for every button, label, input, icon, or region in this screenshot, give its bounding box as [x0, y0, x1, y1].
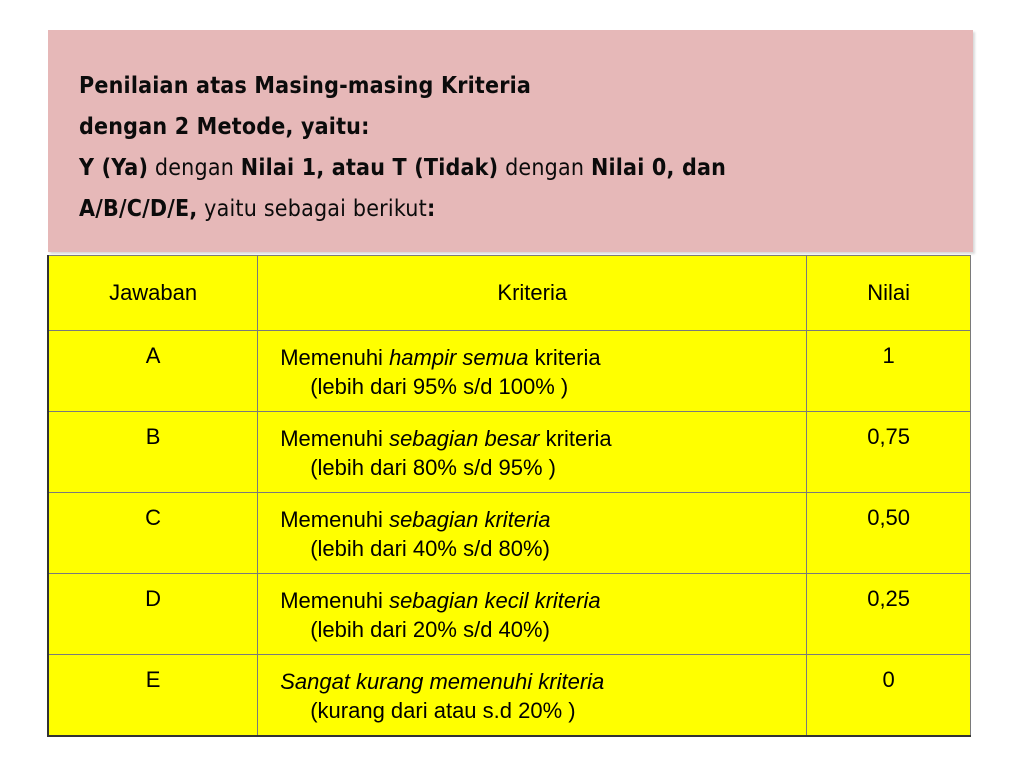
criteria-text: Memenuhi	[280, 507, 390, 532]
criteria-cell	[258, 412, 807, 493]
title-ya-label: Y (Ya)	[79, 155, 149, 181]
criteria-emphasis: sebagian kecil kriteria	[389, 588, 601, 613]
criteria-text: Memenuhi	[280, 426, 390, 451]
criteria-text-end: kriteria	[528, 345, 601, 370]
title-line-2-text: dengan 2 Metode, yaitu:	[79, 114, 370, 140]
header-nilai: Nilai	[807, 256, 971, 331]
value-cell: 0	[807, 655, 971, 736]
title-nilai-1-label: Nilai 1, atau T (Tidak)	[240, 155, 499, 181]
criteria-cell	[258, 655, 807, 736]
table-row	[48, 574, 971, 655]
grade-cell: D	[48, 574, 258, 655]
value-cell: 0,50	[807, 493, 971, 574]
title-grades-label: A/B/C/D/E,	[79, 196, 198, 222]
criteria-text: Memenuhi	[280, 588, 390, 613]
criteria-range: (lebih dari 80% s/d 95% )	[310, 455, 557, 480]
table-row	[48, 331, 971, 412]
criteria-table	[47, 255, 971, 737]
table-header-row	[48, 256, 971, 331]
title-suffix: yaitu sebagai berikut	[197, 196, 427, 222]
table-row	[48, 655, 971, 736]
criteria-range: (lebih dari 40% s/d 80%)	[310, 536, 550, 561]
title-line-1-text: Penilaian atas Masing-masing Kriteria	[79, 73, 532, 99]
title-line-3	[79, 148, 949, 189]
criteria-emphasis: hampir semua	[389, 345, 529, 370]
title-connector-2: dengan	[498, 155, 591, 181]
title-nilai-0-label: Nilai 0, dan	[590, 155, 727, 181]
title-line-4	[79, 189, 949, 230]
criteria-emphasis: Sangat kurang memenuhi kriteria	[280, 669, 605, 694]
grade-cell: A	[48, 331, 258, 412]
criteria-range: (kurang dari atau s.d 20% )	[310, 698, 576, 723]
criteria-text-end: kriteria	[539, 426, 612, 451]
title-colon: :	[426, 196, 436, 222]
grade-cell: B	[48, 412, 258, 493]
criteria-range: (lebih dari 95% s/d 100% )	[310, 374, 569, 399]
header-kriteria: Kriteria	[258, 256, 807, 331]
criteria-emphasis: sebagian besar	[389, 426, 540, 451]
criteria-text: Memenuhi	[280, 345, 390, 370]
criteria-range: (lebih dari 20% s/d 40%)	[310, 617, 550, 642]
table-row	[48, 493, 971, 574]
header-jawaban: Jawaban	[48, 256, 258, 331]
title-line-1	[79, 66, 949, 107]
title-line-2	[79, 107, 949, 148]
table-row	[48, 412, 971, 493]
criteria-emphasis: sebagian kriteria	[389, 507, 551, 532]
slide-title	[79, 66, 949, 230]
criteria-cell	[258, 574, 807, 655]
title-connector: dengan	[148, 155, 241, 181]
criteria-cell	[258, 493, 807, 574]
grade-cell: E	[48, 655, 258, 736]
value-cell: 0,25	[807, 574, 971, 655]
value-cell: 0,75	[807, 412, 971, 493]
grade-cell: C	[48, 493, 258, 574]
criteria-cell	[258, 331, 807, 412]
value-cell: 1	[807, 331, 971, 412]
